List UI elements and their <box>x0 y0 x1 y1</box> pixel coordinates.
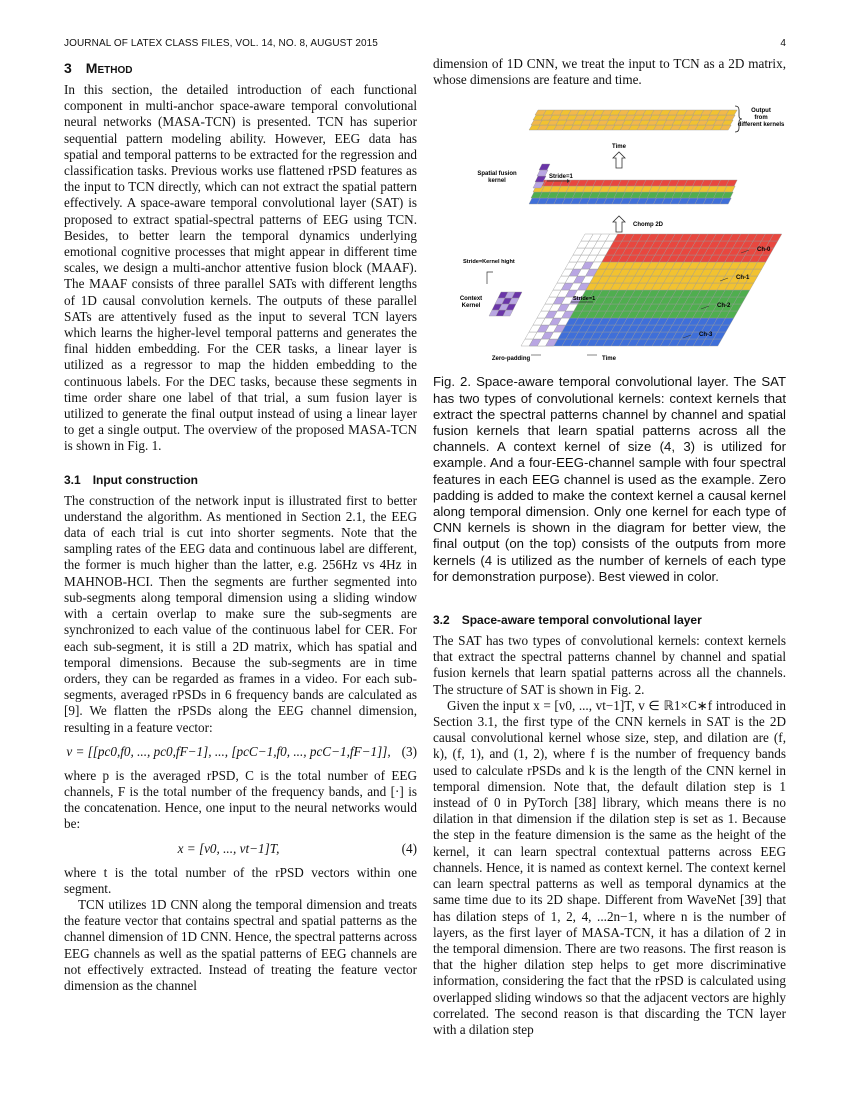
subsection-title: Space-aware temporal convolutional layer <box>461 613 702 628</box>
section-heading-method <box>64 60 417 76</box>
stride-kernel-arrow <box>487 272 493 284</box>
label-from: from <box>754 115 768 122</box>
input-paragraph-2: where p is the averaged rPSD, C is the total number of EEG channels, F is the total number of the frequency bands, and [·] is the concatenation. Hence, one input to the neural networks would be: <box>64 767 417 832</box>
input-grid <box>487 234 782 346</box>
page-number: 4 <box>780 38 786 49</box>
label-time-bottom: Time <box>602 356 616 363</box>
running-header <box>64 38 786 52</box>
label-stride-top: Stride=1 <box>549 174 573 181</box>
equation-4 <box>64 839 417 859</box>
label-spatial-fusion: Spatial fusion <box>477 171 517 178</box>
label-context-kernel: Kernel <box>461 303 481 310</box>
sat-paragraph-1: The SAT has two types of convolutional kernels: context kernels that extract the spectral patterns channel by channel and spatial fusion kernels that learn spatial patterns across all the channels. The structure of SAT is shown in Fig. 2. <box>433 633 786 697</box>
equation-4-number: (4) <box>401 840 417 856</box>
label-zero-padding: Zero-padding <box>491 356 531 363</box>
subsection-number: 3.2 <box>433 613 450 628</box>
spatial-kernel-cell <box>537 170 548 176</box>
label-ch2: Ch-2 <box>717 303 731 310</box>
journal-name: JOURNAL OF LATEX CLASS FILES, VOL. 14, NO. 8, AUGUST 2015 <box>64 38 378 49</box>
subsection-title: Input construction <box>92 472 199 487</box>
equation-3-number: (3) <box>401 743 417 759</box>
label-stride-kernel-hight: Stride=Kernel hight <box>463 259 515 266</box>
label-ch1: Ch-1 <box>736 275 750 282</box>
section-title: Method <box>85 60 133 76</box>
sat-paragraph-2: Given the input x = [v0, ..., vt−1]T, v ∈ ℝ1×C∗f introduced in Section 3.1, the first type of the CNN kernels in SAT is the 2D causal convolutional kernel whose size, step, and dilation are (f, k), (f, 1), and (1, 2), where f is the number of frequency bands used to calculate rPSDs and k is the length of the CNN kernel in temporal dimension. Note that, the default dilation step is 1 instead of 0 in PyTorch [38] library, which means there is no dilation in that dimension if the dilation step is set as 1. Because the step in the feature dimension is the same as the height of the kernel, it can learn spectral contextual patterns across EEG channels. Hence, it is named as context kernel. The context kernel can learn spectral patterns as well as temporal dynamics at the same time due to its 2D shape. Different from WaveNet [39] that has dilation steps of 1, 2, 4, ...2n−1, where n is the number of layers, as the first layer of MASA-TCN, it has a dilation of 2 in the temporal dimension. There are two reasons. The first reason is that the higher dilation step helps to get more discriminative information, considering the fact that the rPSD is calculated using overlapped sliding windows so that the adjacent vectors are highly correlated. The second reason is that discarding the TCN layer with a dilation step <box>433 697 786 1037</box>
label-output: Output <box>751 108 771 115</box>
method-paragraph: In this section, the detailed introduction of each functional component in multi-anchor space-aware temporal convolutional neural networks (MASA-TCN) is presented. TCN has superior sequential pattern modeling ability. However, EEG data has spatial and temporal patterns to be extracted for the regression and classification tasks. Previous works use flattened rPSD features as the input to TCN directly, which can not extract the spatial pattern effectively. A space-aware temporal convolutional layer (SAT) is proposed to extract spatial-spectral patterns of EEG using TCN. Besides, to better learn the temporal dynamics underlying emotional cognitive processes that might appear in different time scales, we design a multi-anchor attentive fusion block (MAAF). The MAAF consists of three parallel SATs with different lengths of 1D causal convolution kernels. The outputs of these parallel SATs are attentively fused as the input to several TCN layers which learns the higher-level temporal patterns and generates the final hidden embedding. For the CER tasks, a linear layer is utilized as a regressor to map the hidden embedding to the continuous labels. For the DEC tasks, because these segments in time order share one label of that trial, a sum fusion layer is utilized to generate the final output instead of using a linear layer to get a single output. The overview of the proposed MASA-TCN is shown in Fig. 1. <box>64 82 417 454</box>
label-time-top: Time <box>612 144 626 151</box>
figure-2 <box>433 94 786 364</box>
label-context: Context <box>459 296 483 303</box>
input-paragraph-4: TCN utilizes 1D CNN along the temporal dimension and treats the feature vector that contains spectral and spatial patterns as the channel dimension of 1D CNN. Hence, the spectral patterns across EEG channels as well as the spatial patterns of EEG channels are not effectively extracted. Instead of treating the feature vector dimension as the channel <box>64 896 417 993</box>
equation-3 <box>64 742 417 762</box>
label-ch3: Ch-3 <box>699 332 713 339</box>
subsection-number: 3.1 <box>64 472 81 487</box>
sat-diagram <box>433 94 786 364</box>
subsection-heading-input <box>64 473 417 487</box>
equation-3-body: v = [[pc0,f0, ..., pc0,fF−1], ..., [pcC−1,f0, ..., pcC−1,fF−1]], <box>66 743 391 759</box>
subsection-heading-sat <box>433 613 786 627</box>
input-paragraph-4-continued: dimension of 1D CNN, we treat the input to TCN as a 2D matrix, whose dimensions are feature and time. <box>433 56 786 88</box>
label-different-kernels: different kernels <box>737 122 785 129</box>
arrow-up-2 <box>613 216 625 232</box>
equation-4-body: x = [v0, ..., vt−1]T, <box>177 840 280 856</box>
left-column <box>64 56 417 994</box>
input-paragraph-1: The construction of the network input is illustrated first to better understand the algorithm. As mentioned in Section 2.1, the EEG data of each trial is cut into shorter segments. Note that the sampling rates of the EEG data and continuous label are different, the former is much higher than the latter, e.g. 256Hz vs 4Hz in MAHNOB-HCI. Then the segments are further segmented into sub-segments along temporal dimension using a sliding window with a certain overlap to make sure the sub-segments are synchronized to each value of the continuous label for CER. For each sub-segment, it is still a 2D matrix, which has spatial and temporal dimensions. Because the sub-segments are in time orders, they can be regarded as frames in a video. For each sub-segments, averaged rPSDs in 6 frequency bands are calculated as [9]. We flatten the rPSDs along the EEG channel dimension, resulting in a feature vector: <box>64 492 417 735</box>
spatial-kernel-cell <box>539 164 550 170</box>
output-stack <box>529 110 737 130</box>
label-spatial-kernel: kernel <box>488 178 506 185</box>
arrow-up-1 <box>613 152 625 168</box>
section-number: 3 <box>64 60 72 76</box>
label-chomp: Chomp 2D <box>633 222 663 229</box>
label-stride-bottom: Stride=1 <box>573 296 596 303</box>
label-ch0: Ch-0 <box>757 247 771 254</box>
right-column <box>433 56 786 1038</box>
input-paragraph-3: where t is the total number of the rPSD vectors within one segment. <box>64 864 417 896</box>
figure-2-caption: Fig. 2. Space-aware temporal convolutional layer. The SAT has two types of convolutional kernels: context kernels that extract the spectral patterns channel by channel and spatial fusion kernels that learn spatial patterns across all the channels. A context kernel of size (4, 3) is utilized for example. And a four-EEG-channel sample with four spectral features in each EEG channel is used as the example. Zero padding is added to make the context kernel a causal kernel along temporal dimension. Only one kernel for each type of CNN kernels is shown in the diagram for better view, the final output (on the top) consists of the outputs from more kernels (4 is utilized as the number of kernels of each type for demonstration purpose). Best viewed in color. <box>433 374 786 584</box>
spatial-fusion-stack <box>529 164 737 204</box>
